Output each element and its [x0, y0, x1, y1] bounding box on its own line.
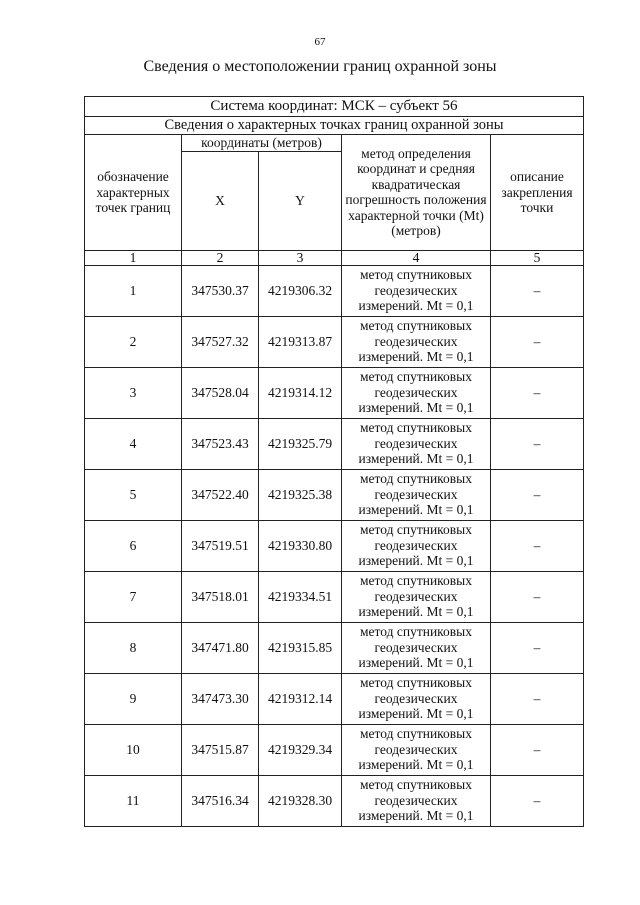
method-line: геодезических — [374, 690, 458, 706]
method-cell — [342, 622, 491, 673]
description-cell: – — [491, 469, 584, 520]
method-line: геодезических — [374, 384, 458, 400]
point-number-cell: 11 — [85, 775, 182, 826]
point-number-cell: 3 — [85, 367, 182, 418]
method-line: метод спутниковых — [360, 318, 472, 334]
method-line: измерений. Mt = 0,1 — [358, 349, 474, 365]
x-coordinate-cell: 347519.51 — [182, 520, 259, 571]
point-number-cell: 10 — [85, 724, 182, 775]
method-cell — [342, 418, 491, 469]
method-line: геодезических — [374, 435, 458, 451]
table-row — [85, 265, 584, 316]
point-number-cell: 1 — [85, 265, 182, 316]
method-line: геодезических — [374, 537, 458, 553]
description-cell: – — [491, 724, 584, 775]
x-coordinate-cell: 347515.87 — [182, 724, 259, 775]
method-line: измерений. Mt = 0,1 — [358, 757, 474, 773]
method-line: измерений. Mt = 0,1 — [358, 808, 474, 824]
column-numbers-row — [85, 250, 584, 265]
method-cell — [342, 724, 491, 775]
method-cell — [342, 469, 491, 520]
table-row — [85, 367, 584, 418]
table-row — [85, 775, 584, 826]
method-line: геодезических — [374, 282, 458, 298]
table-row — [85, 622, 584, 673]
point-number-cell: 4 — [85, 418, 182, 469]
x-coordinate-cell: 347528.04 — [182, 367, 259, 418]
section-title-row — [85, 117, 584, 135]
method-line: измерений. Mt = 0,1 — [358, 451, 474, 467]
table-row — [85, 673, 584, 724]
method-line: метод спутниковых — [360, 777, 472, 793]
method-line: геодезических — [374, 486, 458, 502]
x-coordinate-cell: 347518.01 — [182, 571, 259, 622]
coordinate-system-cell: Система координат: МСК – субъект 56 — [85, 97, 584, 117]
description-cell: – — [491, 673, 584, 724]
x-coordinate-cell: 347527.32 — [182, 316, 259, 367]
method-line: геодезических — [374, 741, 458, 757]
method-cell — [342, 316, 491, 367]
header-coordinates: координаты (метров) — [182, 135, 342, 152]
table-row — [85, 418, 584, 469]
method-line: метод спутниковых — [360, 420, 472, 436]
description-cell: – — [491, 367, 584, 418]
method-cell — [342, 520, 491, 571]
description-cell: – — [491, 316, 584, 367]
x-coordinate-cell: 347530.37 — [182, 265, 259, 316]
point-number-cell: 5 — [85, 469, 182, 520]
description-cell: – — [491, 775, 584, 826]
y-coordinate-cell: 4219313.87 — [259, 316, 342, 367]
method-line: измерений. Mt = 0,1 — [358, 706, 474, 722]
method-line: метод спутниковых — [360, 726, 472, 742]
point-number-cell: 2 — [85, 316, 182, 367]
method-line: геодезических — [374, 639, 458, 655]
page-number: 67 — [314, 36, 326, 48]
y-coordinate-cell: 4219325.38 — [259, 469, 342, 520]
method-line: измерений. Mt = 0,1 — [358, 298, 474, 314]
section-title-cell: Сведения о характерных точках границ охранной зоны — [85, 117, 584, 135]
boundary-points-table — [84, 96, 584, 827]
document-title: Сведения о местоположении границ охранной зоны — [143, 58, 497, 75]
method-line: измерений. Mt = 0,1 — [358, 553, 474, 569]
description-cell: – — [491, 622, 584, 673]
y-coordinate-cell: 4219328.30 — [259, 775, 342, 826]
header-designation: обозначение характерных точек границ — [85, 135, 182, 251]
table-row — [85, 724, 584, 775]
column-number: 3 — [259, 250, 342, 265]
method-line: метод спутниковых — [360, 573, 472, 589]
description-cell: – — [491, 520, 584, 571]
x-coordinate-cell: 347473.30 — [182, 673, 259, 724]
method-line: метод спутниковых — [360, 369, 472, 385]
header-method: метод определения координат и средняя квадратическая погрешность положения характерной точки (Mt) (метров) — [342, 135, 491, 251]
method-line: метод спутниковых — [360, 267, 472, 283]
x-coordinate-cell: 347523.43 — [182, 418, 259, 469]
point-number-cell: 9 — [85, 673, 182, 724]
method-cell — [342, 367, 491, 418]
header-row-1 — [85, 135, 584, 152]
y-coordinate-cell: 4219312.14 — [259, 673, 342, 724]
description-cell: – — [491, 571, 584, 622]
method-line: метод спутниковых — [360, 624, 472, 640]
y-coordinate-cell: 4219314.12 — [259, 367, 342, 418]
header-x: X — [182, 151, 259, 250]
column-number: 5 — [491, 250, 584, 265]
description-cell: – — [491, 265, 584, 316]
header-y: Y — [259, 151, 342, 250]
method-line: метод спутниковых — [360, 471, 472, 487]
point-number-cell: 6 — [85, 520, 182, 571]
table-row — [85, 571, 584, 622]
table-row — [85, 520, 584, 571]
method-line: измерений. Mt = 0,1 — [358, 655, 474, 671]
y-coordinate-cell: 4219306.32 — [259, 265, 342, 316]
table-row — [85, 316, 584, 367]
column-number: 2 — [182, 250, 259, 265]
x-coordinate-cell: 347471.80 — [182, 622, 259, 673]
method-cell — [342, 673, 491, 724]
method-cell — [342, 265, 491, 316]
method-line: геодезических — [374, 792, 458, 808]
method-line: измерений. Mt = 0,1 — [358, 604, 474, 620]
coordinate-system-row — [85, 97, 584, 117]
table-row — [85, 469, 584, 520]
description-cell: – — [491, 418, 584, 469]
point-number-cell: 8 — [85, 622, 182, 673]
method-line: метод спутниковых — [360, 522, 472, 538]
y-coordinate-cell: 4219330.80 — [259, 520, 342, 571]
y-coordinate-cell: 4219334.51 — [259, 571, 342, 622]
y-coordinate-cell: 4219329.34 — [259, 724, 342, 775]
x-coordinate-cell: 347516.34 — [182, 775, 259, 826]
method-line: геодезических — [374, 333, 458, 349]
x-coordinate-cell: 347522.40 — [182, 469, 259, 520]
method-line: измерений. Mt = 0,1 — [358, 400, 474, 416]
column-number: 1 — [85, 250, 182, 265]
point-number-cell: 7 — [85, 571, 182, 622]
column-number: 4 — [342, 250, 491, 265]
y-coordinate-cell: 4219315.85 — [259, 622, 342, 673]
y-coordinate-cell: 4219325.79 — [259, 418, 342, 469]
header-description: описание закрепления точки — [491, 135, 584, 251]
method-line: метод спутниковых — [360, 675, 472, 691]
method-line: измерений. Mt = 0,1 — [358, 502, 474, 518]
method-line: геодезических — [374, 588, 458, 604]
method-cell — [342, 571, 491, 622]
method-cell — [342, 775, 491, 826]
